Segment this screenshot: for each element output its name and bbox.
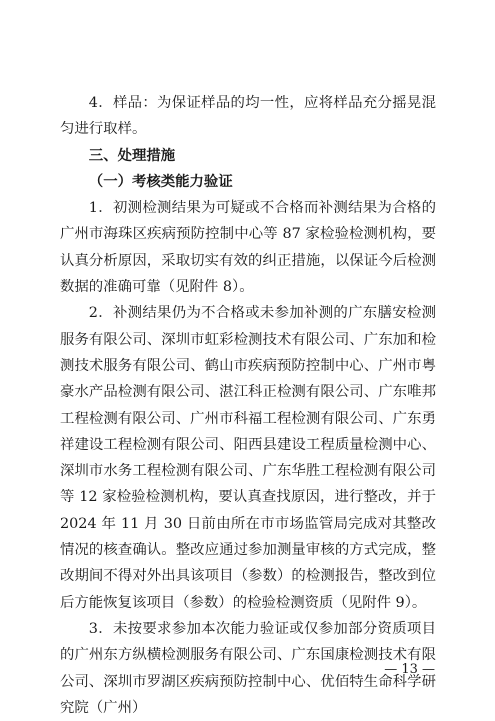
- subsection-heading-assessment: （一）考核类能力验证: [88, 172, 233, 190]
- measure-2-paragraph: 2．补测结果仍为不合格或未参加补测的广东膳安检测服务有限公司、深圳市虹彩检测技术有限公司、广东加和检测技术服务有限公司、鹤山市疾病预防控制中心、广州市粤豪水产品检测有限公司、湛江科正检测有限公司、广东唯邦工程检测有限公司、广州市科福工程检测有限公司、广东勇祥建设工程检测有限公司、阳西县建设工程质量检测中心、深圳市水务工程检测有限公司、广东华胜工程检测有限公司等 12 家检验检测机构，要认真查找原因，进行整改，并于 2024 年 11 月 30 日前由所在市市场监管局完成对其整改情况的核查确认。整改应通过参加测量审核的方式完成，整改期间不得对外出具该项目（参数）的检测报告，整改到位后方能恢复该项目（参数）的检验检测资质（见附件 9）。: [60, 305, 436, 611]
- document-body: [60, 90, 436, 721]
- measure-3-paragraph: 3．未按要求参加本次能力验证或仅参加部分资质项目的广州东方纵横检测服务有限公司、广东国康检测技术有限公司、深圳市罗湖区疾病预防控制中心、优佰特生命科学研究院（广州）: [60, 620, 436, 716]
- section-heading-measures: 三、处理措施: [88, 147, 176, 164]
- measure-1-paragraph: 1．初测检测结果为可疑或不合格而补测结果为合格的广州市海珠区疾病预防控制中心等 87 家检验检测机构，要认真分析原因，采取切实有效的纠正措施，以保证今后检测数据的准确可靠（见附件 8）。: [60, 200, 436, 296]
- page-number: — 13 —: [384, 662, 435, 677]
- item-4-sample-paragraph: 4．样品：为保证样品的均一性，应将样品充分摇晃混匀进行取样。: [60, 95, 436, 138]
